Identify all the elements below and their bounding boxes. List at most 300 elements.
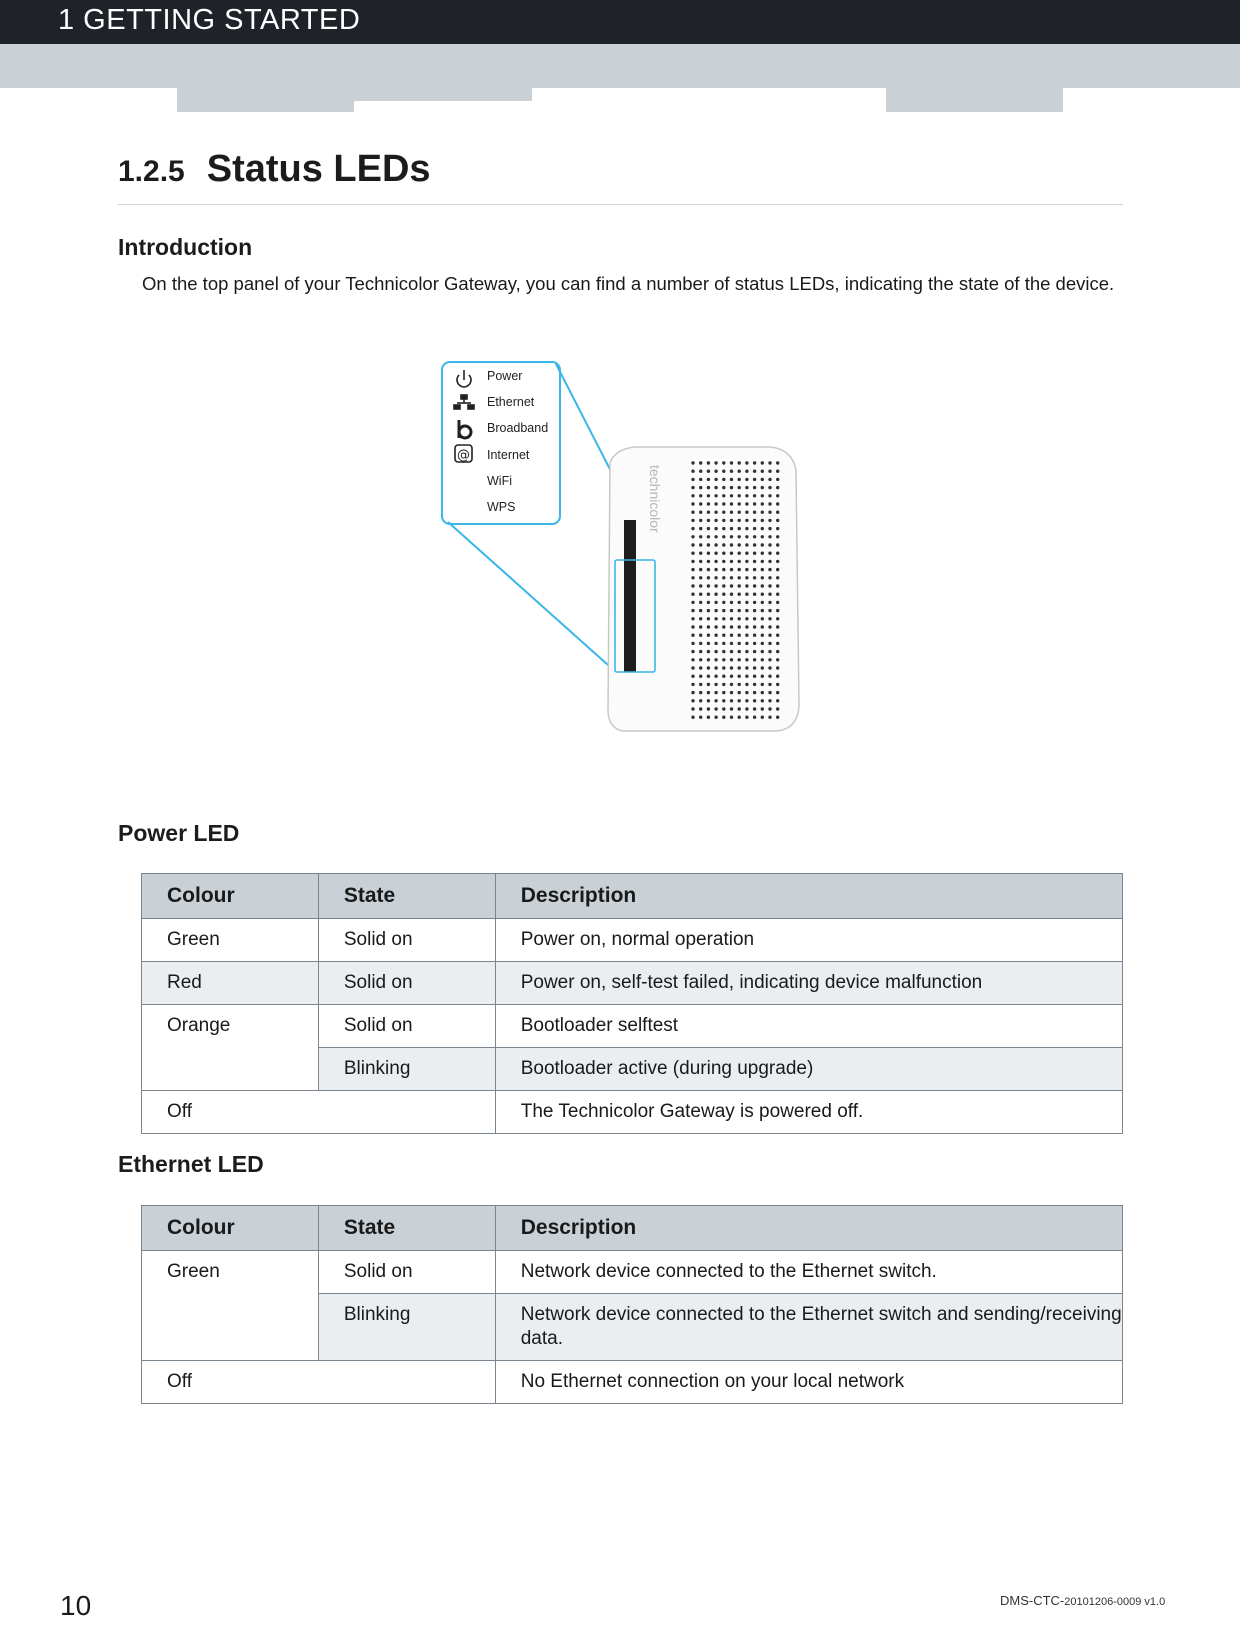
grille-dot xyxy=(745,683,748,686)
grille-dot xyxy=(745,470,748,473)
header-tab xyxy=(886,88,1063,112)
grille-dot xyxy=(691,707,694,710)
grille-dot xyxy=(722,642,725,645)
grille-dot xyxy=(730,584,733,587)
grille-dot xyxy=(714,527,717,530)
grille-dot xyxy=(722,650,725,653)
grille-dot xyxy=(707,707,710,710)
grille-dot xyxy=(753,576,756,579)
grille-dot xyxy=(761,535,764,538)
grille-dot xyxy=(761,461,764,464)
grille-dot xyxy=(730,535,733,538)
colour-cell: Green xyxy=(142,919,319,962)
grille-dot xyxy=(707,625,710,628)
colour-cell: Off xyxy=(142,1091,496,1134)
table-row xyxy=(142,962,1123,1005)
grille-dot xyxy=(714,535,717,538)
grille-dot xyxy=(722,502,725,505)
grille-dot xyxy=(768,634,771,637)
grille-dot xyxy=(745,535,748,538)
intro-paragraph: On the top panel of your Technicolor Gateway, you can find a number of status LEDs, indicating the state of the device. xyxy=(142,273,1115,294)
grille-dot xyxy=(745,691,748,694)
grille-dot xyxy=(691,494,694,497)
grille-dot xyxy=(691,535,694,538)
grille-dot xyxy=(691,486,694,489)
column-header: Description xyxy=(495,874,1122,919)
grille-dot xyxy=(707,543,710,546)
grille-dot xyxy=(691,699,694,702)
grille-dot xyxy=(730,519,733,522)
intro-heading: Introduction xyxy=(118,234,253,260)
grille-dot xyxy=(730,691,733,694)
grille-dot xyxy=(753,486,756,489)
grille-dot xyxy=(730,601,733,604)
grille-dot xyxy=(707,716,710,719)
grille-dot xyxy=(738,691,741,694)
grille-dot xyxy=(707,699,710,702)
grille-dot xyxy=(738,609,741,612)
grille-dot xyxy=(730,527,733,530)
grille-dot xyxy=(699,634,702,637)
grille-dot xyxy=(738,519,741,522)
grille-dot xyxy=(730,650,733,653)
grille-dot xyxy=(768,502,771,505)
grille-dot xyxy=(707,478,710,481)
grille-dot xyxy=(707,470,710,473)
grille-dot xyxy=(768,470,771,473)
grille-dot xyxy=(738,543,741,546)
grille-dot xyxy=(768,593,771,596)
grille-dot xyxy=(730,699,733,702)
grille-dot xyxy=(776,716,779,719)
grille-dot xyxy=(753,716,756,719)
grille-dot xyxy=(699,461,702,464)
grille-dot xyxy=(745,486,748,489)
grille-dot xyxy=(776,560,779,563)
grille-dot xyxy=(699,527,702,530)
grille-dot xyxy=(730,568,733,571)
table-row xyxy=(142,1361,1123,1404)
grille-dot xyxy=(722,535,725,538)
grille-dot xyxy=(738,470,741,473)
grille-dot xyxy=(691,502,694,505)
grille-dot xyxy=(745,568,748,571)
grille-dot xyxy=(761,519,764,522)
grille-dot xyxy=(699,552,702,555)
grille-dot xyxy=(722,675,725,678)
grille-dot xyxy=(776,584,779,587)
grille-dot xyxy=(722,634,725,637)
grille-dot xyxy=(768,511,771,514)
grille-dot xyxy=(691,617,694,620)
grille-dot xyxy=(722,691,725,694)
grille-dot xyxy=(714,519,717,522)
grille-dot xyxy=(691,658,694,661)
grille-dot xyxy=(691,601,694,604)
title-rule xyxy=(118,204,1123,205)
grille-dot xyxy=(714,675,717,678)
grille-dot xyxy=(776,617,779,620)
grille-dot xyxy=(714,543,717,546)
state-cell: Blinking xyxy=(318,1048,495,1091)
grille-dot xyxy=(768,683,771,686)
column-header: State xyxy=(318,1206,495,1251)
grille-dot xyxy=(714,707,717,710)
grille-dot xyxy=(753,502,756,505)
grille-dot xyxy=(730,470,733,473)
grille-dot xyxy=(722,625,725,628)
document-reference-prefix: DMS-CTC- xyxy=(1000,1593,1065,1608)
grille-dot xyxy=(722,478,725,481)
state-cell: Solid on xyxy=(318,1005,495,1048)
grille-dot xyxy=(768,584,771,587)
grille-dot xyxy=(738,552,741,555)
grille-dot xyxy=(699,519,702,522)
grille-dot xyxy=(745,519,748,522)
grille-dot xyxy=(707,584,710,587)
description-cell: The Technicolor Gateway is powered off. xyxy=(495,1091,1122,1134)
grille-dot xyxy=(722,584,725,587)
grille-dot xyxy=(714,691,717,694)
grille-dot xyxy=(753,707,756,710)
grille-dot xyxy=(730,486,733,489)
grille-dot xyxy=(738,634,741,637)
grille-dot xyxy=(691,478,694,481)
grille-dot xyxy=(753,675,756,678)
grille-dot xyxy=(776,650,779,653)
grille-dot xyxy=(707,691,710,694)
grille-dot xyxy=(776,511,779,514)
grille-dot xyxy=(761,511,764,514)
grille-dot xyxy=(722,486,725,489)
grille-dot xyxy=(738,617,741,620)
section-title-text: Status LEDs xyxy=(206,148,431,190)
description-cell: Network device connected to the Ethernet switch and sending/receiving data. xyxy=(495,1294,1122,1361)
grille-dot xyxy=(768,478,771,481)
grille-dot xyxy=(745,461,748,464)
grille-dot xyxy=(707,609,710,612)
grille-dot xyxy=(738,568,741,571)
grille-dot xyxy=(761,707,764,710)
grille-dot xyxy=(776,642,779,645)
grille-dot xyxy=(753,593,756,596)
grille-dot xyxy=(699,470,702,473)
grille-dot xyxy=(722,511,725,514)
grille-dot xyxy=(714,584,717,587)
grille-dot xyxy=(707,634,710,637)
colour-cell: Off xyxy=(142,1361,496,1404)
grille-dot xyxy=(745,609,748,612)
grille-dot xyxy=(707,601,710,604)
grille-dot xyxy=(776,707,779,710)
description-cell: Network device connected to the Ethernet switch. xyxy=(495,1251,1122,1294)
grille-dot xyxy=(699,609,702,612)
grille-dot xyxy=(745,527,748,530)
grille-dot xyxy=(707,519,710,522)
grille-dot xyxy=(753,511,756,514)
grille-dot xyxy=(707,486,710,489)
grille-dot xyxy=(768,691,771,694)
callout-label: Power xyxy=(487,369,523,383)
grille-dot xyxy=(776,601,779,604)
grille-dot xyxy=(691,560,694,563)
grille-dot xyxy=(691,527,694,530)
grille-dot xyxy=(753,642,756,645)
grille-dot xyxy=(691,666,694,669)
grille-dot xyxy=(768,552,771,555)
grille-dot xyxy=(691,576,694,579)
grille-dot xyxy=(707,461,710,464)
grille-dot xyxy=(691,584,694,587)
grille-dot xyxy=(761,634,764,637)
grille-dot xyxy=(761,609,764,612)
grille-dot xyxy=(714,576,717,579)
grille-dot xyxy=(761,666,764,669)
grille-dot xyxy=(776,519,779,522)
grille-dot xyxy=(753,683,756,686)
grille-dot xyxy=(707,552,710,555)
table-header-row xyxy=(142,874,1123,919)
header-tab xyxy=(354,88,532,101)
grille-dot xyxy=(753,634,756,637)
state-cell: Solid on xyxy=(318,962,495,1005)
grille-dot xyxy=(714,658,717,661)
grille-dot xyxy=(707,502,710,505)
grille-dot xyxy=(753,691,756,694)
table-header-row xyxy=(142,1206,1123,1251)
grille-dot xyxy=(699,535,702,538)
grille-dot xyxy=(699,576,702,579)
grille-dot xyxy=(768,543,771,546)
grille-dot xyxy=(776,568,779,571)
callout-label: WiFi xyxy=(487,474,512,488)
grille-dot xyxy=(722,601,725,604)
grille-dot xyxy=(699,699,702,702)
grille-dot xyxy=(761,576,764,579)
grille-dot xyxy=(722,552,725,555)
grille-dot xyxy=(738,642,741,645)
grille-dot xyxy=(730,576,733,579)
chapter-header-bar xyxy=(0,0,1240,44)
grille-dot xyxy=(776,699,779,702)
grille-dot xyxy=(691,642,694,645)
grille-dot xyxy=(776,609,779,612)
grille-dot xyxy=(691,675,694,678)
grille-dot xyxy=(753,461,756,464)
grille-dot xyxy=(707,494,710,497)
grille-dot xyxy=(691,511,694,514)
grille-dot xyxy=(745,494,748,497)
grille-dot xyxy=(738,593,741,596)
grille-dot xyxy=(745,707,748,710)
grille-dot xyxy=(738,716,741,719)
grille-dot xyxy=(745,593,748,596)
grille-dot xyxy=(691,593,694,596)
description-cell: Power on, self-test failed, indicating device malfunction xyxy=(495,962,1122,1005)
grille-dot xyxy=(714,568,717,571)
grille-dot xyxy=(753,617,756,620)
grille-dot xyxy=(753,543,756,546)
grille-dot xyxy=(699,511,702,514)
grille-dot xyxy=(768,494,771,497)
internet-icon: @ xyxy=(457,448,470,463)
grille-dot xyxy=(745,478,748,481)
power-led-heading: Power LED xyxy=(118,820,240,846)
grille-dot xyxy=(699,543,702,546)
state-cell: Blinking xyxy=(318,1294,495,1361)
grille-dot xyxy=(730,494,733,497)
page-number: 10 xyxy=(60,1590,92,1621)
grille-dot xyxy=(738,486,741,489)
grille-dot xyxy=(707,560,710,563)
grille-dot xyxy=(753,519,756,522)
grille-dot xyxy=(776,543,779,546)
grille-dot xyxy=(745,511,748,514)
grille-dot xyxy=(699,650,702,653)
document-reference xyxy=(1000,1593,1165,1608)
grille-dot xyxy=(738,675,741,678)
grille-dot xyxy=(753,552,756,555)
description-cell: Bootloader active (during upgrade) xyxy=(495,1048,1122,1091)
colour-cell: Orange xyxy=(142,1005,319,1091)
grille-dot xyxy=(714,593,717,596)
grille-dot xyxy=(730,625,733,628)
grille-dot xyxy=(761,470,764,473)
table-row xyxy=(142,1091,1123,1134)
grille-dot xyxy=(753,560,756,563)
grille-dot xyxy=(699,502,702,505)
grille-dot xyxy=(761,486,764,489)
colour-cell: Red xyxy=(142,962,319,1005)
grille-dot xyxy=(714,461,717,464)
grille-dot xyxy=(745,650,748,653)
grille-dot xyxy=(699,494,702,497)
grille-dot xyxy=(730,593,733,596)
grille-dot xyxy=(738,683,741,686)
grille-dot xyxy=(761,642,764,645)
grille-dot xyxy=(761,502,764,505)
grille-dot xyxy=(714,650,717,653)
grille-dot xyxy=(753,650,756,653)
grille-dot xyxy=(714,609,717,612)
grille-dot xyxy=(745,699,748,702)
gateway-device xyxy=(608,447,799,731)
grille-dot xyxy=(738,535,741,538)
grille-dot xyxy=(714,601,717,604)
grille-dot xyxy=(714,634,717,637)
header-tab xyxy=(177,88,354,112)
column-header: Description xyxy=(495,1206,1122,1251)
grille-dot xyxy=(768,601,771,604)
grille-dot xyxy=(761,617,764,620)
grille-dot xyxy=(745,543,748,546)
grille-dot xyxy=(699,560,702,563)
grille-dot xyxy=(768,461,771,464)
grille-dot xyxy=(761,494,764,497)
device-brand: technicolor xyxy=(647,465,663,533)
grille-dot xyxy=(761,699,764,702)
state-cell: Solid on xyxy=(318,919,495,962)
grille-dot xyxy=(761,593,764,596)
grille-dot xyxy=(776,552,779,555)
grille-dot xyxy=(714,486,717,489)
grille-dot xyxy=(768,716,771,719)
grille-dot xyxy=(707,675,710,678)
grille-dot xyxy=(730,543,733,546)
grille-dot xyxy=(738,601,741,604)
grille-dot xyxy=(691,683,694,686)
callout-label: Ethernet xyxy=(487,395,535,409)
grille-dot xyxy=(738,461,741,464)
ethernet-led-heading: Ethernet LED xyxy=(118,1151,264,1177)
grille-dot xyxy=(768,699,771,702)
grille-dot xyxy=(699,707,702,710)
grille-dot xyxy=(722,707,725,710)
grille-dot xyxy=(768,568,771,571)
grille-dot xyxy=(714,494,717,497)
grille-dot xyxy=(722,683,725,686)
grille-dot xyxy=(730,552,733,555)
grille-dot xyxy=(768,625,771,628)
grille-dot xyxy=(776,634,779,637)
grille-dot xyxy=(768,576,771,579)
grille-dot xyxy=(730,658,733,661)
grille-dot xyxy=(753,584,756,587)
grille-dot xyxy=(738,560,741,563)
grille-dot xyxy=(730,478,733,481)
grille-dot xyxy=(738,478,741,481)
callout-label: Broadband xyxy=(487,421,549,435)
table-row xyxy=(142,1005,1123,1048)
grille-dot xyxy=(753,527,756,530)
grille-dot xyxy=(768,642,771,645)
grille-dot xyxy=(699,486,702,489)
grille-dot xyxy=(730,707,733,710)
section-title xyxy=(118,148,431,191)
grille-dot xyxy=(768,560,771,563)
ethernet-led-table xyxy=(141,1205,1123,1404)
grille-dot xyxy=(738,699,741,702)
grille-dot xyxy=(707,658,710,661)
grille-dot xyxy=(745,552,748,555)
grille-dot xyxy=(722,576,725,579)
grille-dot xyxy=(714,683,717,686)
grille-dot xyxy=(768,609,771,612)
grille-dot xyxy=(753,625,756,628)
column-header: Colour xyxy=(142,874,319,919)
grille-dot xyxy=(722,470,725,473)
grille-dot xyxy=(691,634,694,637)
description-cell: Bootloader selftest xyxy=(495,1005,1122,1048)
grille-dot xyxy=(776,527,779,530)
grille-dot xyxy=(699,691,702,694)
grille-dot xyxy=(691,568,694,571)
grille-dot xyxy=(745,617,748,620)
description-cell: No Ethernet connection on your local network xyxy=(495,1361,1122,1404)
grille-dot xyxy=(691,552,694,555)
grille-dot xyxy=(691,543,694,546)
grille-dot xyxy=(730,502,733,505)
grille-dot xyxy=(745,576,748,579)
grille-dot xyxy=(776,461,779,464)
grille-dot xyxy=(753,470,756,473)
grille-dot xyxy=(699,683,702,686)
grille-dot xyxy=(730,511,733,514)
grille-dot xyxy=(714,511,717,514)
grille-dot xyxy=(768,707,771,710)
grille-dot xyxy=(761,625,764,628)
grille-dot xyxy=(768,675,771,678)
